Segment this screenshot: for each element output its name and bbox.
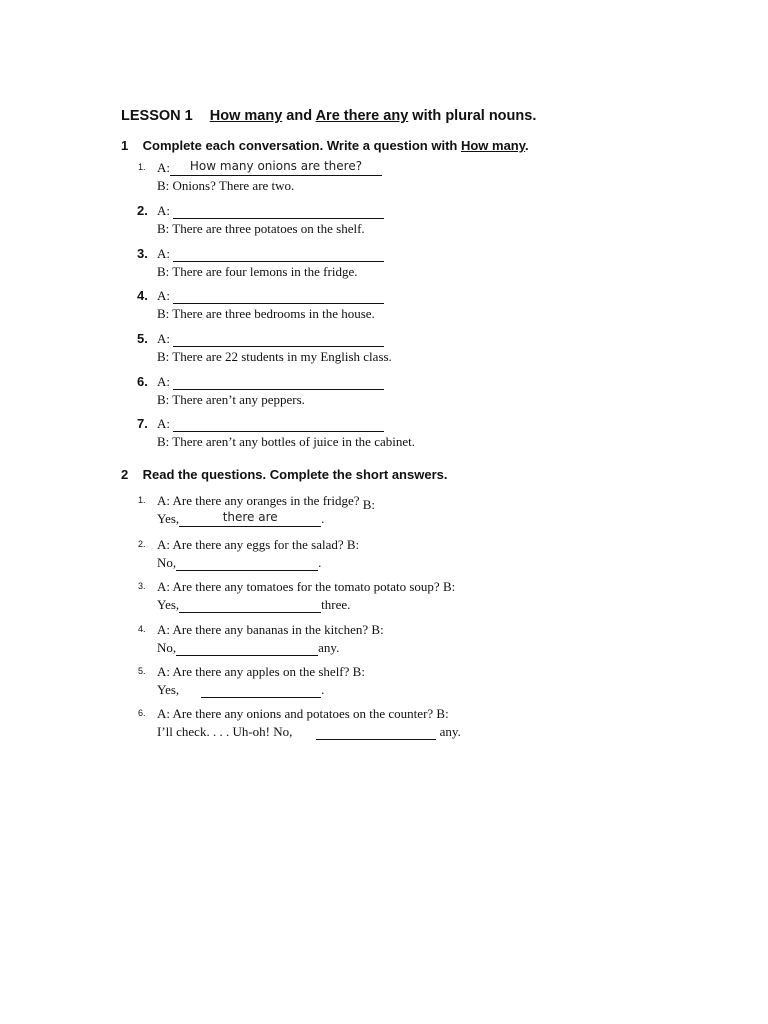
s2-question: A: Are there any bananas in the kitchen? (157, 622, 369, 637)
s2-answer-blank[interactable] (176, 642, 318, 656)
s1-item-3 (120, 246, 520, 282)
s1-answer-blank[interactable] (170, 159, 382, 176)
s2-answer-post: three. (321, 597, 351, 612)
s2-answer-text: there are (222, 510, 278, 524)
s2-question: A: Are there any apples on the shelf? (157, 664, 350, 679)
s2-question: A: Are there any tomatoes for the tomato potato soup? (157, 579, 440, 594)
s2-answer-post: . (321, 511, 325, 526)
s2-item-number: 5. (138, 666, 146, 676)
s2-item-number: 2. (138, 539, 146, 549)
title-and: and (286, 108, 313, 124)
s1-a-prefix: A: (157, 331, 170, 346)
s2-item-5 (120, 664, 520, 700)
s1-b-line: B: There aren’t any bottles of juice in the cabinet. (157, 434, 415, 449)
title-how-many: How many (209, 108, 283, 124)
section2-heading (121, 467, 447, 482)
s2-item-3 (120, 579, 520, 615)
s2-b-label: B: (346, 537, 360, 552)
s2-answer-blank[interactable] (176, 557, 318, 571)
s1-answer-blank[interactable] (173, 205, 384, 219)
s1-a-prefix: A: (157, 203, 170, 218)
s2-item-4 (120, 622, 520, 658)
s2-answer-pre: Yes, (157, 597, 180, 612)
s1-b-line: B: Onions? There are two. (157, 178, 295, 193)
s2-answer-pre: No, (157, 555, 177, 570)
s1-b-line: B: There are four lemons in the fridge. (157, 264, 358, 279)
s1-item-5 (120, 331, 520, 367)
s1-b-line: B: There aren’t any peppers. (157, 392, 305, 407)
s2-answer-post: any. (439, 724, 461, 739)
s2-answer-pre: No, (157, 640, 177, 655)
s2-answer-blank[interactable] (179, 599, 321, 613)
s2-answer-post: . (321, 682, 325, 697)
s2-answer-pre: I’ll check. . . . Uh-oh! No, (157, 724, 293, 739)
s1-item-number: 3. (137, 246, 148, 261)
s1-b-line: B: There are 22 students in my English class. (157, 349, 392, 364)
s1-answer-text: How many onions are there? (189, 159, 363, 173)
s1-item-6 (120, 374, 520, 410)
s2-answer-pre: Yes, (157, 511, 180, 526)
s1-answer-blank[interactable] (173, 290, 384, 304)
s1-a-prefix: A: (157, 288, 170, 303)
lesson-number: LESSON 1 (121, 108, 193, 124)
s1-answer-blank[interactable] (173, 248, 384, 262)
section1-instruction-link: How many (460, 138, 526, 153)
s1-b-line: B: There are three potatoes on the shelf. (157, 221, 365, 236)
title-are-there-any: Are there any (315, 108, 409, 124)
section2-instruction: Read the questions. Complete the short answers. (142, 467, 448, 482)
s1-item-number: 5. (137, 331, 148, 346)
s1-a-prefix: A: (157, 160, 170, 175)
s1-item-number: 6. (137, 374, 148, 389)
s2-answer-blank[interactable] (179, 510, 321, 527)
s2-item-number: 4. (138, 624, 146, 634)
s2-b-label: B: (371, 622, 384, 637)
s2-question: A: Are there any oranges in the fridge? (157, 493, 360, 508)
s2-item-number: 1. (138, 495, 146, 505)
s2-answer-blank[interactable] (316, 726, 436, 740)
s2-answer-pre: Yes, (157, 682, 180, 697)
s2-item-2 (120, 537, 520, 573)
title-rest: with plural nouns. (412, 108, 537, 124)
s2-item-number: 3. (138, 581, 146, 591)
section1-number: 1 (121, 138, 129, 153)
s1-item-7 (120, 416, 520, 452)
s2-item-1 (120, 493, 520, 529)
s1-item-4 (120, 288, 520, 324)
section1-heading (121, 138, 529, 153)
s1-item-number: 1. (138, 162, 146, 172)
section1-instruction: Complete each conversation. Write a question with (142, 138, 458, 153)
s2-question: A: Are there any onions and potatoes on the counter? (157, 706, 434, 721)
s1-item-2 (120, 203, 520, 239)
s1-answer-blank[interactable] (173, 333, 384, 347)
section1-instruction-end: . (525, 138, 529, 153)
s2-b-label: B: (352, 664, 365, 679)
s2-question: A: Are there any eggs for the salad? (157, 537, 344, 552)
s1-a-prefix: A: (157, 416, 170, 431)
s2-b-label: B: (362, 497, 376, 512)
s1-a-prefix: A: (157, 246, 170, 261)
s1-answer-blank[interactable] (173, 418, 384, 432)
s2-answer-post: any. (318, 640, 340, 655)
s2-b-label: B: (436, 706, 449, 721)
section2-number: 2 (121, 467, 129, 482)
s2-item-6 (120, 706, 520, 742)
s2-b-label: B: (442, 579, 456, 594)
lesson-title (121, 108, 536, 124)
s1-item-number: 2. (137, 203, 148, 218)
s1-item-1 (120, 160, 520, 196)
s1-answer-blank[interactable] (173, 376, 384, 390)
s1-item-number: 7. (137, 416, 148, 431)
s2-item-number: 6. (138, 708, 146, 718)
s1-b-line: B: There are three bedrooms in the house. (157, 306, 375, 321)
s2-answer-post: . (318, 555, 322, 570)
s1-a-prefix: A: (157, 374, 170, 389)
s1-item-number: 4. (137, 288, 148, 303)
s2-answer-blank[interactable] (201, 684, 321, 698)
